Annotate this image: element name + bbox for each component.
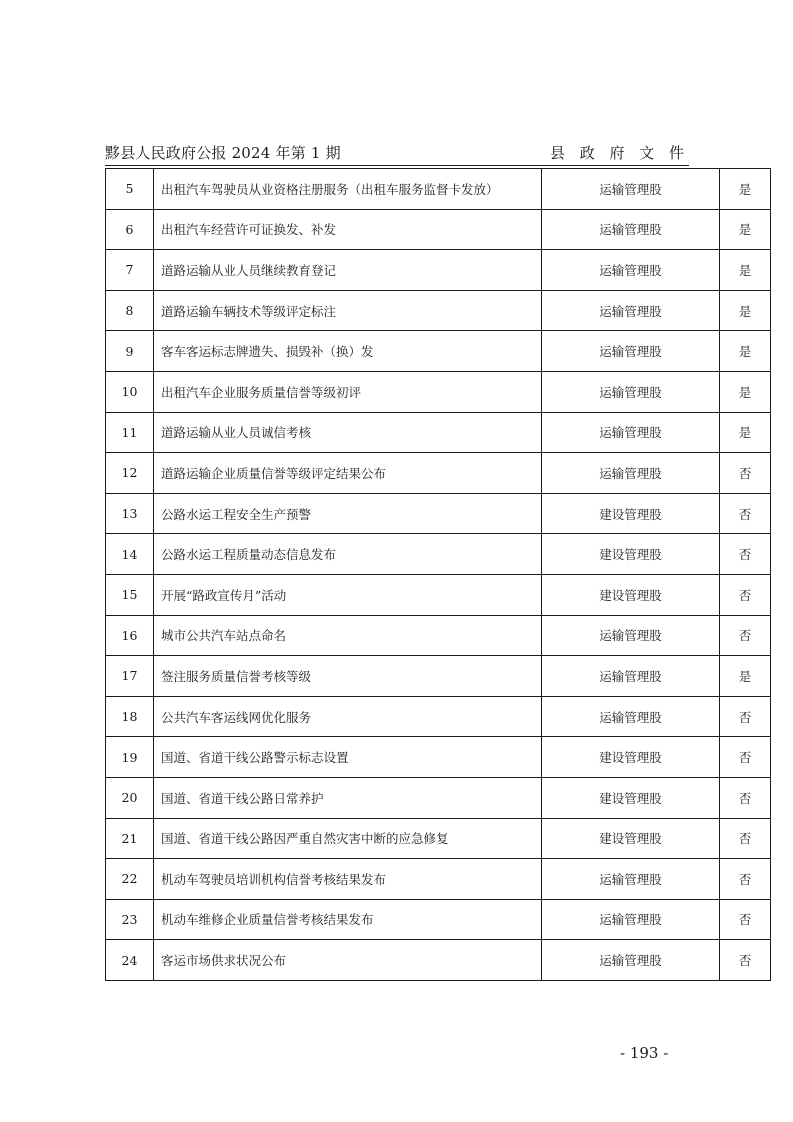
table-row (106, 453, 771, 494)
department-cell: 建设管理股 (542, 777, 720, 818)
service-item-cell: 国道、省道干线公路警示标志设置 (154, 737, 542, 778)
department-cell: 运输管理股 (542, 290, 720, 331)
flag-cell: 否 (720, 737, 771, 778)
flag-cell: 否 (720, 859, 771, 900)
department-cell: 建设管理股 (542, 737, 720, 778)
table-row (106, 818, 771, 859)
service-item-cell: 机动车维修企业质量信誉考核结果发布 (154, 899, 542, 940)
table-row (106, 859, 771, 900)
table-row (106, 574, 771, 615)
service-item-cell: 签注服务质量信誉考核等级 (154, 656, 542, 697)
row-number-cell: 8 (106, 290, 154, 331)
flag-cell: 是 (720, 209, 771, 250)
row-number-cell: 23 (106, 899, 154, 940)
row-number-cell: 13 (106, 493, 154, 534)
row-number-cell: 16 (106, 615, 154, 656)
header-rule (105, 165, 689, 166)
row-number-cell: 6 (106, 209, 154, 250)
row-number-cell: 11 (106, 412, 154, 453)
service-item-cell: 国道、省道干线公路因严重自然灾害中断的应急修复 (154, 818, 542, 859)
service-item-cell: 道路运输企业质量信誉等级评定结果公布 (154, 453, 542, 494)
services-table (105, 168, 771, 981)
flag-cell: 是 (720, 290, 771, 331)
department-cell: 运输管理股 (542, 209, 720, 250)
table-row (106, 169, 771, 210)
services-table-body (106, 169, 771, 981)
department-cell: 运输管理股 (542, 412, 720, 453)
row-number-cell: 17 (106, 656, 154, 697)
service-item-cell: 出租汽车经营许可证换发、补发 (154, 209, 542, 250)
row-number-cell: 21 (106, 818, 154, 859)
flag-cell: 否 (720, 818, 771, 859)
table-row (106, 696, 771, 737)
department-cell: 运输管理股 (542, 250, 720, 291)
service-item-cell: 开展“路政宣传月”活动 (154, 574, 542, 615)
department-cell: 运输管理股 (542, 940, 720, 981)
page-header (105, 140, 689, 164)
service-item-cell: 道路运输车辆技术等级评定标注 (154, 290, 542, 331)
table-row (106, 615, 771, 656)
row-number-cell: 12 (106, 453, 154, 494)
service-item-cell: 出租汽车企业服务质量信誉等级初评 (154, 371, 542, 412)
department-cell: 运输管理股 (542, 453, 720, 494)
department-cell: 运输管理股 (542, 656, 720, 697)
table-row (106, 209, 771, 250)
table-row (106, 534, 771, 575)
row-number-cell: 22 (106, 859, 154, 900)
flag-cell: 否 (720, 940, 771, 981)
service-item-cell: 城市公共汽车站点命名 (154, 615, 542, 656)
service-item-cell: 出租汽车驾驶员从业资格注册服务（出租车服务监督卡发放） (154, 169, 542, 210)
flag-cell: 是 (720, 331, 771, 372)
service-item-cell: 道路运输从业人员继续教育登记 (154, 250, 542, 291)
row-number-cell: 19 (106, 737, 154, 778)
department-cell: 建设管理股 (542, 574, 720, 615)
row-number-cell: 9 (106, 331, 154, 372)
row-number-cell: 15 (106, 574, 154, 615)
row-number-cell: 18 (106, 696, 154, 737)
flag-cell: 否 (720, 899, 771, 940)
department-cell: 建设管理股 (542, 818, 720, 859)
row-number-cell: 14 (106, 534, 154, 575)
service-item-cell: 公路水运工程质量动态信息发布 (154, 534, 542, 575)
department-cell: 运输管理股 (542, 169, 720, 210)
table-row (106, 737, 771, 778)
department-cell: 建设管理股 (542, 493, 720, 534)
flag-cell: 是 (720, 250, 771, 291)
flag-cell: 否 (720, 453, 771, 494)
service-item-cell: 客运市场供求状况公布 (154, 940, 542, 981)
row-number-cell: 20 (106, 777, 154, 818)
table-row (106, 899, 771, 940)
section-title: 县 政 府 文 件 (549, 144, 689, 162)
table-row (106, 331, 771, 372)
row-number-cell: 7 (106, 250, 154, 291)
row-number-cell: 5 (106, 169, 154, 210)
table-row (106, 250, 771, 291)
department-cell: 建设管理股 (542, 534, 720, 575)
department-cell: 运输管理股 (542, 696, 720, 737)
table-row (106, 371, 771, 412)
flag-cell: 是 (720, 371, 771, 412)
flag-cell: 否 (720, 615, 771, 656)
service-item-cell: 道路运输从业人员诚信考核 (154, 412, 542, 453)
table-row (106, 656, 771, 697)
department-cell: 运输管理股 (542, 615, 720, 656)
flag-cell: 是 (720, 412, 771, 453)
page-number: - 193 - (620, 1044, 669, 1062)
flag-cell: 是 (720, 656, 771, 697)
service-item-cell: 公共汽车客运线网优化服务 (154, 696, 542, 737)
flag-cell: 否 (720, 574, 771, 615)
bulletin-title: 黟县人民政府公报 2024 年第 1 期 (105, 144, 341, 162)
department-cell: 运输管理股 (542, 371, 720, 412)
department-cell: 运输管理股 (542, 899, 720, 940)
service-item-cell: 国道、省道干线公路日常养护 (154, 777, 542, 818)
table-row (106, 493, 771, 534)
flag-cell: 否 (720, 777, 771, 818)
service-item-cell: 公路水运工程安全生产预警 (154, 493, 542, 534)
table-row (106, 777, 771, 818)
row-number-cell: 10 (106, 371, 154, 412)
table-row (106, 412, 771, 453)
flag-cell: 否 (720, 696, 771, 737)
department-cell: 运输管理股 (542, 859, 720, 900)
flag-cell: 是 (720, 169, 771, 210)
table-row (106, 290, 771, 331)
table-row (106, 940, 771, 981)
flag-cell: 否 (720, 493, 771, 534)
service-item-cell: 客车客运标志牌遗失、损毁补（换）发 (154, 331, 542, 372)
department-cell: 运输管理股 (542, 331, 720, 372)
service-item-cell: 机动车驾驶员培训机构信誉考核结果发布 (154, 859, 542, 900)
row-number-cell: 24 (106, 940, 154, 981)
flag-cell: 否 (720, 534, 771, 575)
